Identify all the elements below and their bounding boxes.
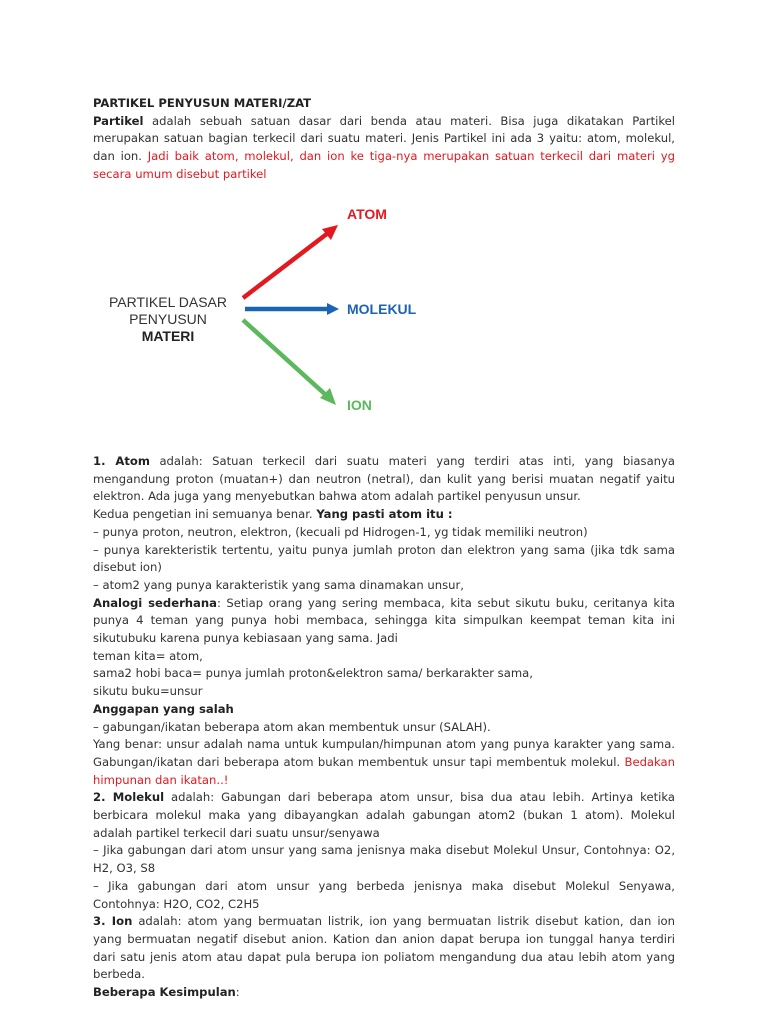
- intro-term: Partikel: [93, 113, 144, 128]
- analogi-label: Analogi sederhana: [93, 595, 217, 610]
- ion-label: ION: [347, 397, 372, 413]
- main-content: [93, 453, 675, 1002]
- atom-point: – atom2 yang punya karakteristik yang sama dinamakan unsur,: [93, 577, 464, 592]
- kesimpulan-line: Beberapa Kesimpulan:: [93, 985, 240, 1000]
- molekul-paragraph: 2. Molekul adalah: Gabungan dari beberapa atom unsur, bisa dua atau lebih. Artinya ketika berbicara molekul maka yang dibayangkan adalah gabungan atom2 (bukan 1 atom). Molekul adalah partikel terkecil dari suatu unsur/senyawa: [93, 790, 675, 840]
- atom-heading: 1. Atom: [93, 454, 150, 468]
- atom-arrow: [243, 233, 328, 298]
- analogi-paragraph: Analogi sederhana: Setiap orang yang sering membaca, kita sebut sikutu buku, ceritanya kita punya 4 teman yang punya hobi membaca, sehingga kita simpulkan keempat teman kita ini sikutubuku karena punya kebiasaan yang sama. Jadi: [93, 595, 675, 646]
- molekul-heading: 2. Molekul: [93, 790, 165, 805]
- ion-paragraph: 3. Ion adalah: atom yang bermuatan listrik, ion yang bermuatan listrik disebut kation, dan ion yang bermuatan negatif disebut anion. Kation dan anion dapat berupa ion tunggal hanya terdiri dari satu jenis atom atau dapat pula berupa ion poliatom mengandung dua atau lebih atom yang berbeda.: [93, 914, 675, 982]
- particle-diagram: [100, 195, 430, 420]
- kesimpulan-label: Beberapa Kesimpulan: [93, 985, 236, 1000]
- ion-arrow: [243, 320, 327, 396]
- atom-label: ATOM: [347, 206, 387, 222]
- diagram-source-line3: MATERI: [141, 328, 195, 344]
- atom-kedua-line: Kedua pengetian ini semuanya benar. Yang pasti atom itu :: [93, 507, 453, 522]
- diagram-source-line2: PENYUSUN: [129, 311, 207, 327]
- atom-point: – punya karekteristik tertentu, yaitu punya jumlah proton dan elektron yang sama (jika tdk sama disebut ion): [93, 542, 675, 575]
- analogi-line: sama2 hobi baca= punya jumlah proton&elektron sama/ berkarakter sama,: [93, 666, 533, 681]
- diagram-source-line1: PARTIKEL DASAR: [108, 294, 228, 310]
- atom-text: adalah: Satuan terkecil dari suatu materi yang terdiri atas inti, yang biasanya mengandung proton (muatan+) dan neutron (netral), dan kulit yang berisi muatan negatif yaitu elektron. Ada juga yang menyebutkan bahwa atom adalah partikel penyusun unsur.: [93, 454, 675, 504]
- molekul-point: – Jika gabungan dari atom unsur yang sama jenisnya maka disebut Molekul Unsur, Contohnya: O2, H2, O3, S8: [93, 843, 675, 876]
- intro-paragraph: [93, 113, 675, 184]
- molekul-label: MOLEKUL: [347, 301, 417, 317]
- anggapan-line: – gabungan/ikatan beberapa atom akan membentuk unsur (SALAH).: [93, 719, 491, 734]
- intro-section: [93, 95, 675, 184]
- intro-text: adalah sebuah satuan dasar dari benda atau materi. Bisa juga dikatakan Partikel merupakan satuan bagian terkecil dari suatu materi. Jenis Partikel ini ada 3 yaitu: atom, molekul, dan ion.: [93, 113, 675, 164]
- molekul-arrow-head: [327, 303, 339, 315]
- molekul-point: – Jika gabungan dari atom unsur yang berbeda jenisnya maka disebut Molekul Senyawa, Contohnya: H2O, CO2, C2H5: [93, 878, 675, 911]
- atom-pasti-label: Yang pasti atom itu :: [316, 507, 453, 522]
- page-title: PARTIKEL PENYUSUN MATERI/ZAT: [93, 96, 312, 110]
- analogi-line: sikutu buku=unsur: [93, 684, 203, 699]
- benar-paragraph: Yang benar: unsur adalah nama untuk kumpulan/himpunan atom yang punya karakter yang sama. Gabungan/ikatan dari beberapa atom bukan membentuk unsur tapi membentuk molekul. Bedakan himpunan dan ikatan..!: [93, 737, 675, 787]
- analogi-line: teman kita= atom,: [93, 648, 203, 663]
- anggapan-label: Anggapan yang salah: [93, 701, 234, 716]
- benar-highlight: Bedakan himpunan dan ikatan..!: [93, 754, 675, 787]
- intro-highlight: Jadi baik atom, molekul, dan ion ke tiga-nya merupakan satuan terkecil dari materi yg secara umum disebut partikel: [93, 149, 676, 181]
- ion-heading: 3. Ion: [93, 914, 133, 929]
- atom-point: – punya proton, neutron, elektron, (kecuali pd Hidrogen-1, yg tidak memiliki neutron): [93, 524, 588, 539]
- atom-paragraph: [93, 453, 675, 506]
